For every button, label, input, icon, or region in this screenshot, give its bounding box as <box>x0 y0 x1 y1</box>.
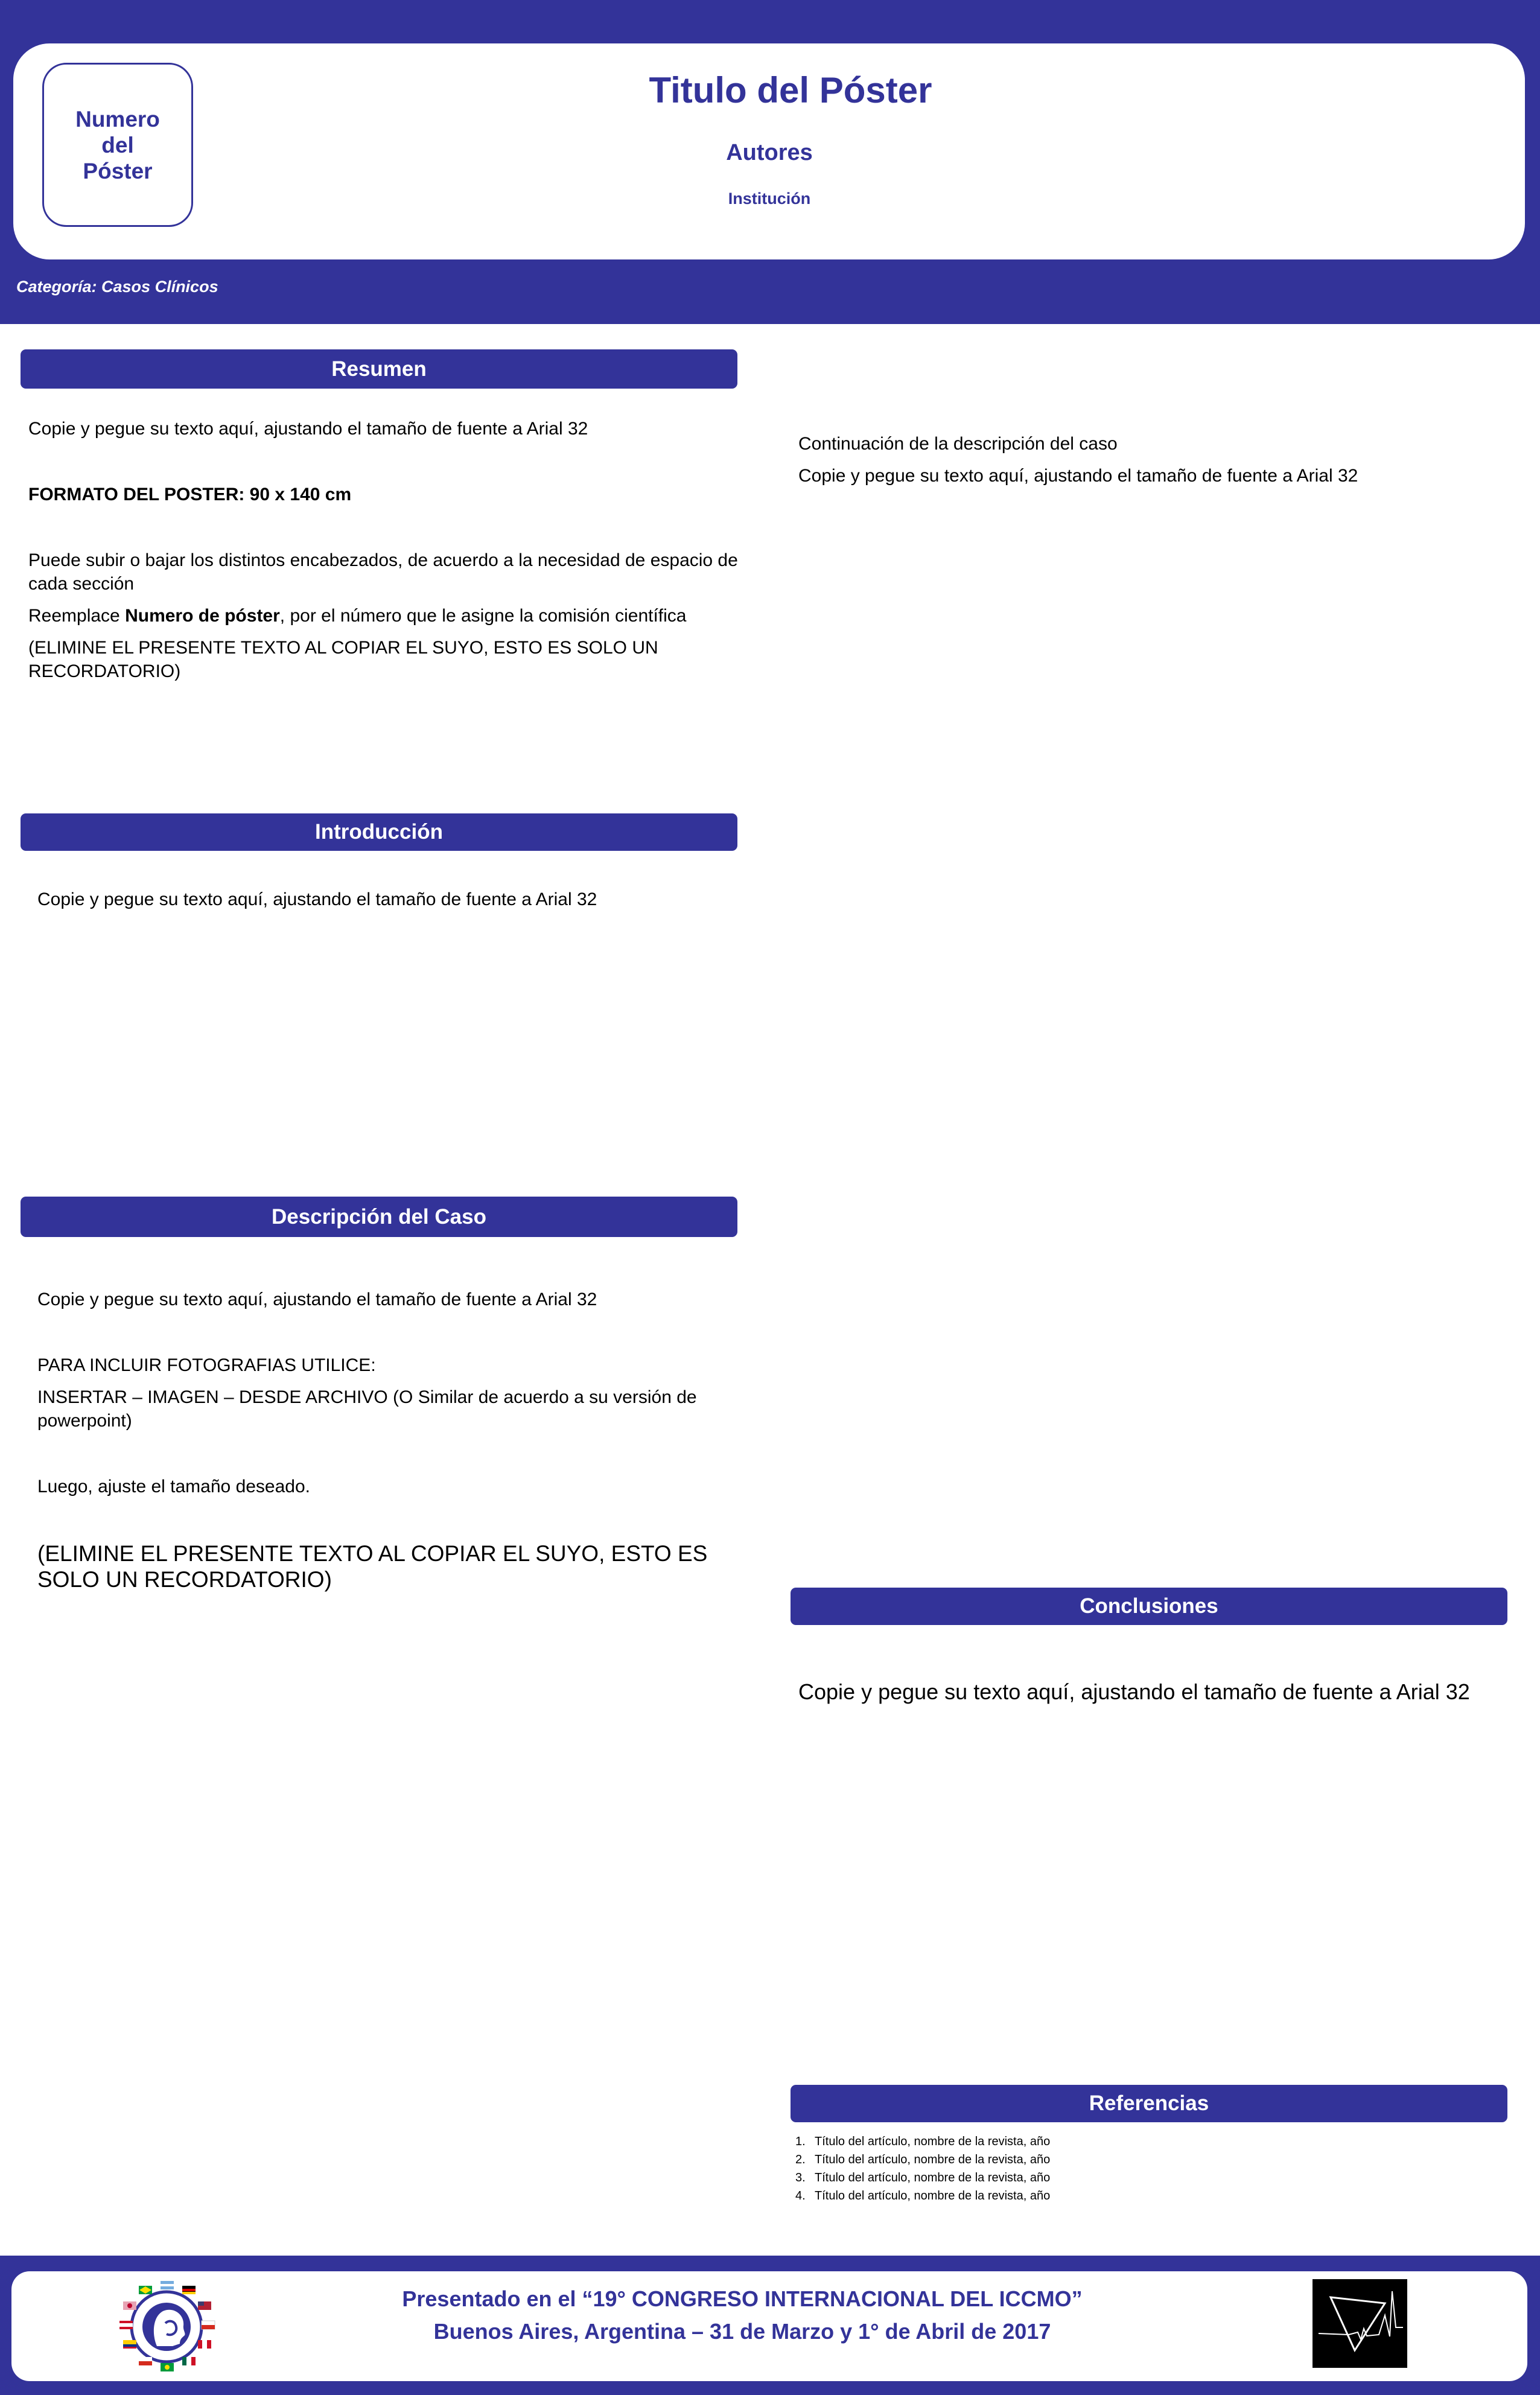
resumen-p3: Puede subir o bajar los distintos encabezados, de acuerdo a la necesidad de espacio de cada sección <box>28 550 738 594</box>
resumen-p4 <box>28 604 740 628</box>
poster-number-box: Numero del Póster <box>42 63 193 227</box>
poster-authors: Autores <box>726 140 813 165</box>
reference-text: Título del artículo, nombre de la revista, año <box>815 2135 1051 2148</box>
descripcion-p3: INSERTAR – IMAGEN – DESDE ARCHIVO (O Similar de acuerdo a su versión de powerpoint) <box>37 1387 697 1431</box>
resumen-p4-before: Reemplace <box>28 606 126 626</box>
reference-number: 1. <box>795 2135 806 2148</box>
descripcion-p1: Copie y pegue su texto aquí, ajustando el tamaño de fuente a Arial 32 <box>37 1290 597 1309</box>
section-header-descripcion: Descripción del Caso <box>21 1197 737 1237</box>
descripcion-p2: PARA INCLUIR FOTOGRAFIAS UTILICE: <box>37 1355 376 1375</box>
continuacion-p2: Copie y pegue su texto aquí, ajustando el tamaño de fuente a Arial 32 <box>798 466 1358 486</box>
reference-item <box>795 2151 1050 2169</box>
section-header-conclusiones: Conclusiones <box>791 1588 1507 1625</box>
continuacion-p1: Continuación de la descripción del caso <box>798 434 1118 454</box>
triangle-signal-logo-icon <box>1312 2279 1407 2368</box>
introduccion-body <box>37 888 737 911</box>
category-label: Categoría: Casos Clínicos <box>16 278 218 296</box>
descripcion-p5: (ELIMINE EL PRESENTE TEXTO AL COPIAR EL SUYO, ESTO ES SOLO UN RECORDATORIO) <box>37 1541 708 1592</box>
reference-text: Título del artículo, nombre de la revista, año <box>815 2189 1051 2203</box>
resumen-p4-bold: Numero de póster <box>125 606 280 626</box>
reference-item <box>795 2133 1050 2151</box>
section-header-referencias: Referencias <box>791 2085 1507 2122</box>
resumen-p5: (ELIMINE EL PRESENTE TEXTO AL COPIAR EL SUYO, ESTO ES SOLO UN RECORDATORIO) <box>28 638 658 681</box>
resumen-p4-after: , por el número que le asigne la comisión científica <box>279 606 687 626</box>
section-header-resumen: Resumen <box>21 349 737 389</box>
descripcion-body <box>37 1288 737 1592</box>
descripcion-p4: Luego, ajuste el tamaño deseado. <box>37 1477 311 1496</box>
reference-number: 2. <box>795 2153 806 2166</box>
resumen-p1: Copie y pegue su texto aquí, ajustando el tamaño de fuente a Arial 32 <box>28 419 588 439</box>
conclusiones-p1: Copie y pegue su texto aquí, ajustando el tamaño de fuente a Arial 32 <box>798 1679 1470 1704</box>
resumen-p2: FORMATO DEL POSTER: 90 x 140 cm <box>28 485 352 504</box>
footer-line1: Presentado en el “19° CONGRESO INTERNACIONAL DEL ICCMO” <box>402 2286 1083 2311</box>
poster-title: Titulo del Póster <box>649 70 932 110</box>
reference-item <box>795 2169 1050 2187</box>
continuacion-body <box>798 432 1498 488</box>
iccmo-flags-logo-icon <box>115 2275 218 2379</box>
reference-text: Título del artículo, nombre de la revista, año <box>815 2171 1051 2184</box>
section-header-introduccion: Introducción <box>21 813 737 851</box>
reference-text: Título del artículo, nombre de la revista, año <box>815 2153 1051 2166</box>
reference-item <box>795 2187 1050 2205</box>
footer-line2: Buenos Aires, Argentina – 31 de Marzo y 1° de Abril de 2017 <box>433 2319 1051 2344</box>
reference-number: 4. <box>795 2189 806 2203</box>
poster-institution: Institución <box>728 189 811 208</box>
conclusiones-body <box>798 1678 1510 1706</box>
references-list <box>795 2133 1050 2205</box>
reference-number: 3. <box>795 2171 806 2184</box>
resumen-body <box>28 417 740 683</box>
introduccion-p1: Copie y pegue su texto aquí, ajustando el tamaño de fuente a Arial 32 <box>37 889 597 909</box>
